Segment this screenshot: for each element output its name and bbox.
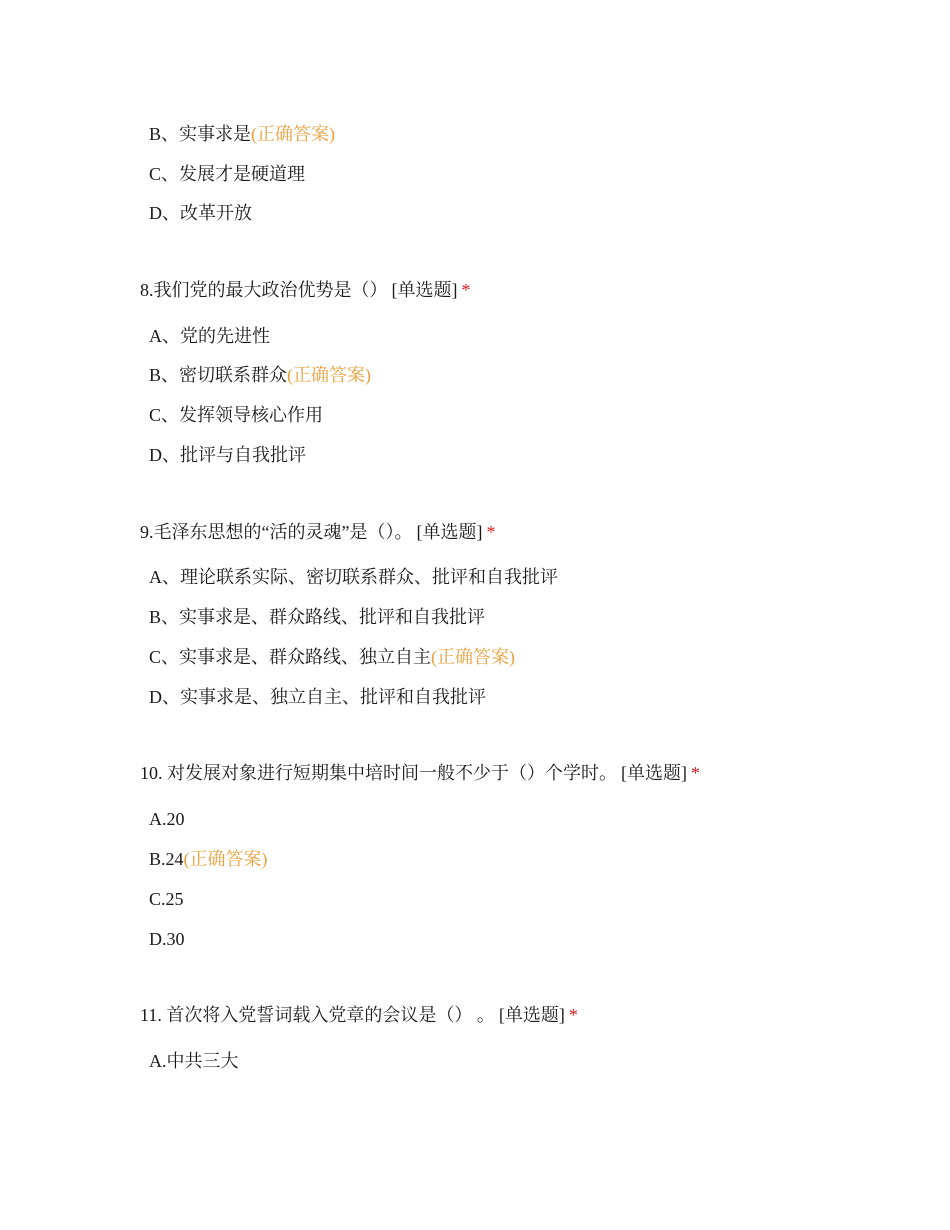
question-type: [单选题]	[416, 522, 483, 542]
option-7c	[149, 162, 305, 186]
option-10b	[149, 847, 268, 871]
option-text: B.24	[149, 849, 184, 869]
question-text: 8.我们党的最大政治优势是（）	[140, 280, 388, 300]
question-text: 11. 首次将入党誓词载入党章的会议是（） 。	[140, 1005, 495, 1025]
correct-answer-mark: (正确答案)	[287, 365, 372, 385]
option-text: A.20	[149, 809, 185, 829]
option-text: D、改革开放	[149, 203, 252, 223]
option-text: C.25	[149, 889, 184, 909]
question-8-title	[140, 278, 471, 302]
option-10d	[149, 927, 185, 951]
question-type: [单选题]	[498, 1005, 565, 1025]
option-9d	[149, 685, 486, 709]
option-text: D、批评与自我批评	[149, 445, 306, 465]
option-8d	[149, 443, 306, 467]
option-9b	[149, 605, 485, 629]
option-10c	[149, 887, 184, 911]
question-9-title	[140, 520, 495, 544]
required-mark: *	[691, 763, 700, 783]
option-text: D.30	[149, 929, 185, 949]
option-text: B、实事求是	[149, 124, 252, 144]
option-text: B、实事求是、群众路线、批评和自我批评	[149, 607, 486, 627]
option-7b	[149, 122, 335, 146]
option-8b	[149, 363, 371, 387]
option-11a	[149, 1049, 239, 1073]
option-9a	[149, 565, 558, 589]
option-text: C、实事求是、群众路线、独立自主	[149, 647, 432, 667]
option-text: A、理论联系实际、密切联系群众、批评和自我批评	[149, 567, 558, 587]
option-text: B、密切联系群众	[149, 365, 288, 385]
question-type: [单选题]	[621, 763, 687, 783]
option-text: D、实事求是、独立自主、批评和自我批评	[149, 687, 486, 707]
option-text: A、党的先进性	[149, 326, 270, 346]
required-mark: *	[461, 280, 471, 300]
option-7d	[149, 201, 252, 225]
required-mark: *	[486, 522, 496, 542]
question-11-title	[140, 1003, 578, 1027]
question-text: 9.毛泽东思想的“活的灵魂”是（）。	[140, 522, 413, 542]
correct-answer-mark: (正确答案)	[431, 647, 516, 667]
correct-answer-mark: (正确答案)	[251, 124, 336, 144]
option-10a	[149, 807, 185, 831]
option-text: A.中共三大	[149, 1051, 239, 1071]
question-type: [单选题]	[391, 280, 458, 300]
correct-answer-mark: (正确答案)	[183, 849, 268, 869]
option-text: C、发展才是硬道理	[149, 164, 306, 184]
option-9c	[149, 645, 515, 669]
option-8a	[149, 324, 270, 348]
question-10-title	[140, 761, 700, 785]
required-mark: *	[568, 1005, 578, 1025]
question-text: 10. 对发展对象进行短期集中培时间一般不少于（）个学时。	[140, 763, 617, 783]
option-8c	[149, 403, 323, 427]
option-text: C、发挥领导核心作用	[149, 405, 324, 425]
